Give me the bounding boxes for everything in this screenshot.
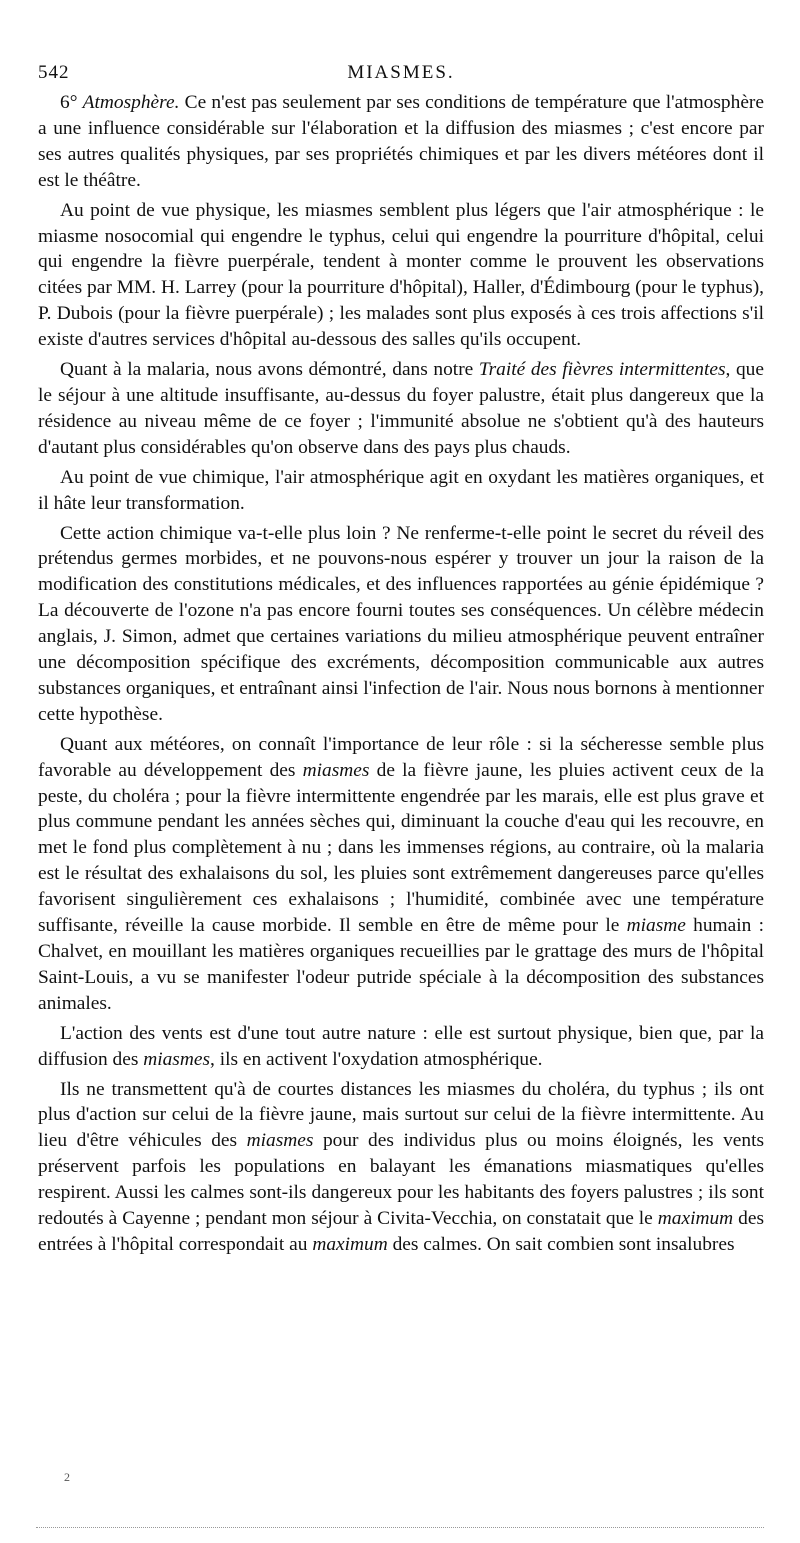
italic-text: maximum (657, 1208, 734, 1230)
text-run: Quant aux météores, on connaît l'importance de leur rôle : si la sécheresse semble plus favorable au développement des (38, 733, 764, 781)
text-run: 6° (60, 92, 83, 113)
italic-text: Traité des fièvres intermittentes (478, 359, 726, 381)
paragraph (38, 90, 764, 194)
text-run: Au point de vue physique, les miasmes semblent plus légers que l'air atmosphérique : le miasme nosocomial qui engendre le typhus, celui qui engendre la pourriture d'hôpital, celui qui engendre la fièvre puerpérale, tendent à monter comme le prouvent les observations citées par MM. H. Larrey (pour la pourriture d'hôpital), Haller, d'Édimbourg (pour le typhus), P. Dubois (pour la fièvre puerpérale) ; les malades sont plus exposés à ces trois affections s'il existe d'autres services d'hôpital au-dessous des salles qu'ils occupent. (38, 199, 764, 351)
paragraph (38, 1077, 764, 1258)
text-run: , ils en activent l'oxydation atmosphérique. (210, 1048, 543, 1070)
text-run: Ils ne transmettent qu'à de courtes distances les miasmes du choléra, du typhus ; ils ont plus d'action sur celui de la fièvre jaune, mais surtout sur celui de la fièvre intermittente. Au lieu d'être véhicules des (38, 1078, 764, 1152)
italic-text: miasme (626, 915, 686, 937)
text-run: Ce n'est pas seulement par ses conditions de température que l'atmosphère a une influence considérable sur l'élaboration et la diffusion des miasmes ; c'est encore par ses autres qualités physiques, par ses propriétés chimiques et par les divers météores dont il est le théâtre. (38, 92, 764, 191)
text-run: Cette action chimique va-t-elle plus loin ? Ne renferme-t-elle point le secret du réveil des prétendus germes morbides, et ne pouvons-nous espérer y trouver un jour la raison de la modification des constitutions médicales, et des influences rapportées au génie épidémique ? La découverte de l'ozone n'a pas encore fourni toutes ses conséquences. Un célèbre médecin anglais, J. Simon, admet que certaines variations du milieu atmosphérique peuvent entraîner une décomposition spécifique des excréments, décomposition communicable aux autres substances organiques, et entraînant ainsi l'infection de l'air. Nous nous bornons à mentionner cette hypothèse. (38, 522, 764, 725)
paragraph (38, 1021, 764, 1073)
italic-text: Atmosphère. (82, 92, 180, 113)
text-run: , que le séjour à une altitude insuffisante, au-dessus du foyer palustre, était plus dangereux que la résidence au niveau même de ce foyer ; l'immunité absolue ne s'obtient qu'à des hauteurs d'autant plus considérables qu'on observe dans des pays plus chauds. (38, 359, 764, 458)
text-run: Au point de vue chimique, l'air atmosphérique agit en oxydant les matières organiques, et il hâte leur transformation. (38, 466, 764, 514)
book-page (38, 58, 764, 1262)
page-header (38, 58, 764, 90)
italic-text: maximum (312, 1233, 388, 1255)
text-run: pour des individus plus ou moins éloignés, les vents préservent parfois les populations en balayant les émanations miasmatiques qu'elles respirent. Aussi les calmes sont-ils dangereux pour les habitants des foyers palustres ; ils sont redoutés à Cayenne ; pendant mon séjour à Civita-Vecchia, on constatait que le (38, 1130, 764, 1230)
italic-text: miasmes (143, 1048, 211, 1070)
text-run: L'action des vents est d'une tout autre nature : elle est surtout physique, bien que, par la diffusion des (38, 1022, 764, 1070)
footer-rule (36, 1527, 764, 1528)
paragraph (38, 465, 764, 517)
footer-mark: 2 (64, 1470, 70, 1484)
paragraph (38, 521, 764, 728)
paragraph (38, 198, 764, 353)
text-run: humain : Chalvet, en mouillant les matières organiques recueillies par le grattage des murs de l'hôpital Saint-Louis, a vu se manifester l'odeur putride spéciale à la décomposition des substances animales. (38, 915, 764, 1014)
text-run: des entrées à l'hôpital correspondait au (38, 1208, 764, 1255)
text-run: des calmes. On sait combien sont insalubres (387, 1233, 735, 1255)
paragraph (38, 357, 764, 461)
text-run: Quant à la malaria, nous avons démontré, dans notre (60, 359, 479, 381)
italic-text: miasmes (302, 759, 370, 781)
text-run: de la fièvre jaune, les pluies activent ceux de la peste, du choléra ; pour la fièvre intermittente engendrée par les marais, elle est plus grave et plus commune pendant les années sèches qui, diminuant la couche d'eau qui les recouvre, en met le fond plus complètement à nu ; dans les immenses régions, au contraire, où la malaria est le résultat des exhalaisons du sol, les pluies sont extrêmement dangereuses parce qu'elles favorisent singulièrement ces exhalaisons ; l'humidité, combinée avec une température suffisante, réveille la cause morbide. Il semble en être de même pour le (38, 759, 765, 937)
italic-text: miasmes (246, 1130, 314, 1152)
paragraph (38, 732, 764, 1017)
body-text (38, 90, 764, 1258)
page-number: 542 (38, 62, 70, 83)
running-head: MIASMES. (347, 62, 455, 83)
